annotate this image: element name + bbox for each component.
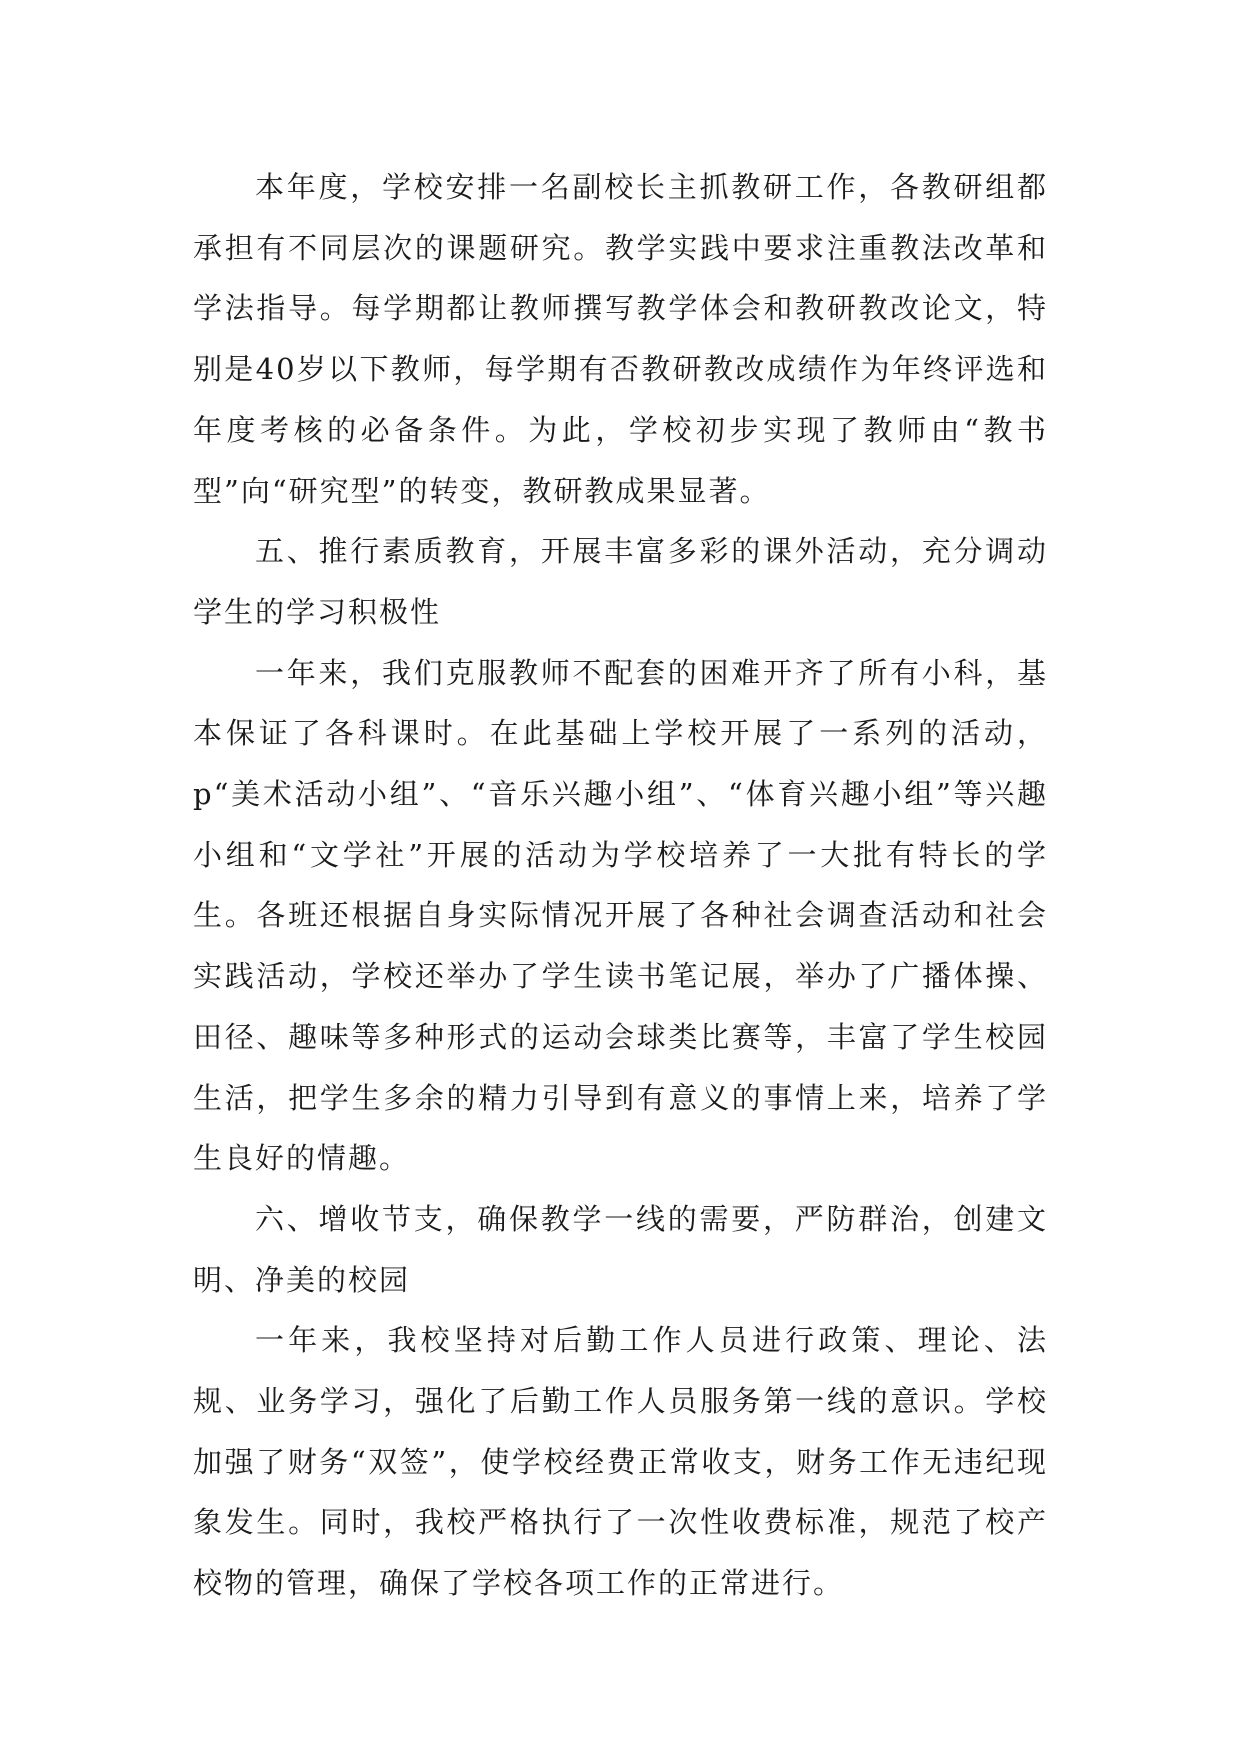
paragraph-extracurricular-activities: 一年来，我们克服教师不配套的困难开齐了所有小科，基本保证了各科课时。在此基础上学校开展了一系列的活动，p“美术活动小组”、“音乐兴趣小组”、“体育兴趣小组”等兴趣小组和“文学社”开展的活动为学校培养了一大批有特长的学生。各班还根据自身实际情况开展了各种社会调查活动和社会实践活动，学校还举办了学生读书笔记展，举办了广播体操、田径、趣味等多种形式的运动会球类比赛等，丰富了学生校园生活，把学生多余的精力引导到有意义的事情上来，培养了学生良好的情趣。 xyxy=(193,655,1048,1176)
heading-section-five: 五、推行素质教育，开展丰富多彩的课外活动，充分调动学生的学习积极性 xyxy=(193,534,1048,629)
paragraph-teaching-research: 本年度，学校安排一名副校长主抓教研工作，各教研组都承担有不同层次的课题研究。教学实践中要求注重教法改革和学法指导。每学期都让教师撰写教学体会和教研教改论文，特别是40岁以下教师，每学期有否教研教改成绩作为年终评选和年度考核的必备条件。为此，学校初步实现了教师由“教书型”向“研究型”的转变，教研教成果显著。 xyxy=(193,170,1048,508)
document-body xyxy=(193,157,1048,1614)
paragraph-logistics-finance: 一年来，我校坚持对后勤工作人员进行政策、理论、法规、业务学习，强化了后勤工作人员服务第一线的意识。学校加强了财务“双签”，使学校经费正常收支，财务工作无违纪现象发生。同时，我校严格执行了一次性收费标准，规范了校产校物的管理，确保了学校各项工作的正常进行。 xyxy=(193,1323,1048,1601)
heading-section-six: 六、增收节支，确保教学一线的需要，严防群治，创建文明、净美的校园 xyxy=(193,1201,1048,1297)
